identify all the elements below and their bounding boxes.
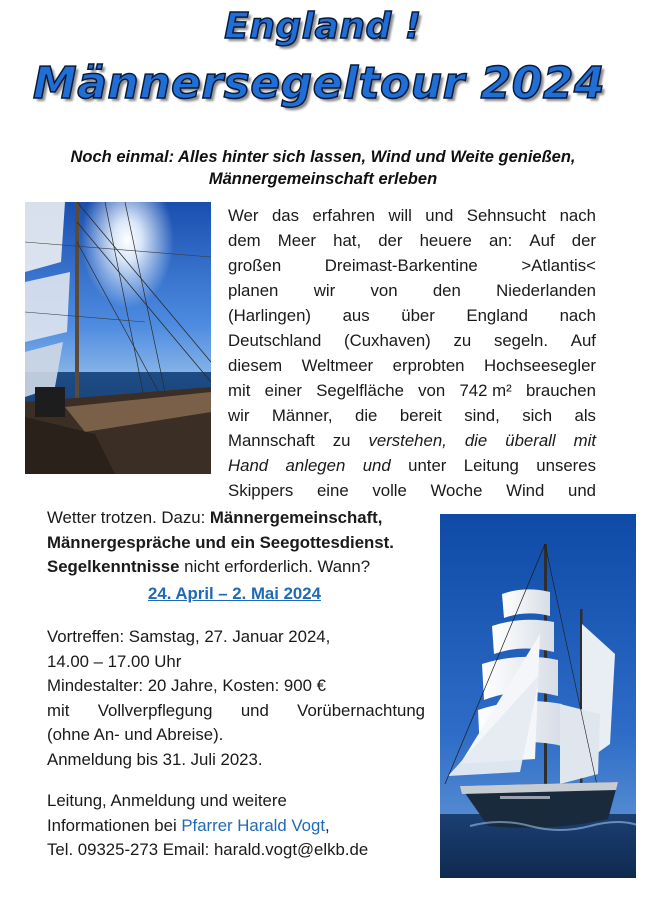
word: mit	[228, 381, 251, 400]
intro-line	[228, 403, 596, 428]
intro-line	[228, 378, 596, 403]
intro-line	[228, 478, 596, 503]
word: wir	[228, 406, 250, 425]
word: England	[466, 306, 528, 325]
contact-block	[47, 788, 427, 862]
travel-note: (ohne An- und Abreise).	[47, 725, 224, 745]
word: will	[388, 206, 412, 225]
word: nach	[559, 306, 596, 325]
word: Vorübernachtung	[297, 700, 425, 720]
italic-segment: Hand anlegen und	[228, 456, 391, 475]
word: Segelfläche	[316, 381, 404, 400]
word: großen	[228, 256, 282, 275]
registration-deadline: Anmeldung bis 31. Juli 2023.	[47, 749, 263, 769]
word: den	[432, 281, 461, 300]
body-line	[47, 505, 427, 530]
word: Niederlanden	[496, 281, 596, 300]
word: der	[378, 231, 403, 250]
text-segment: nicht erforderlich. Wann?	[179, 557, 371, 576]
word: wir	[313, 281, 336, 300]
word: über	[401, 306, 435, 325]
subtitle-line-1: Noch einmal: Alles hinter sich lassen, Wind und Weite genießen,	[70, 148, 576, 166]
tour-dates: 24. April – 2. Mai 2024	[148, 584, 321, 603]
word: einer	[264, 381, 302, 400]
word: Männer,	[271, 406, 333, 425]
title-maennersegeltour: Männersegeltour 2024	[32, 58, 606, 109]
word: Deutschland	[228, 331, 322, 350]
word: Weltmeer	[301, 356, 374, 375]
subtitle	[20, 146, 626, 190]
word: als	[574, 406, 596, 425]
pastor-name-link[interactable]: Pfarrer Harald Vogt	[181, 815, 325, 835]
word: erfahren	[312, 206, 376, 225]
text-segment: Wetter trotzen. Dazu:	[47, 508, 210, 527]
word: (Cuxhaven)	[344, 331, 431, 350]
intro-line	[228, 353, 596, 378]
word: erprobten	[392, 356, 465, 375]
word: planen	[228, 281, 279, 300]
word: die	[354, 406, 378, 425]
word: Auf	[570, 331, 596, 350]
word: Wind	[506, 481, 545, 500]
word: dem	[228, 231, 261, 250]
word: eine	[316, 481, 349, 500]
word: >Atlantis<	[521, 256, 596, 275]
age-and-cost: Mindestalter: 20 Jahre, Kosten: 900 €	[47, 676, 326, 696]
text-segment: ,	[324, 815, 330, 835]
word: und	[425, 206, 454, 225]
word: Dreimast-Barkentine	[324, 256, 478, 275]
word: an:	[488, 231, 513, 250]
word: diesem	[228, 356, 283, 375]
subtitle-line-2: Männergemeinschaft erleben	[208, 170, 438, 188]
text-segment: unter Leitung unseres	[390, 456, 596, 475]
intro-line	[228, 203, 596, 228]
word: Skippers	[228, 481, 294, 500]
meeting-date: Vortreffen: Samstag, 27. Januar 2024,	[47, 627, 331, 646]
word: Hochseesegler	[484, 356, 596, 375]
word: das	[271, 206, 300, 225]
word: Wer	[228, 206, 259, 225]
phone-email-line: Tel. 09325-273 Email: harald.vogt@elkb.de	[47, 840, 369, 860]
intro-line	[228, 303, 596, 328]
word: hat,	[333, 231, 362, 250]
word: sich	[522, 406, 553, 425]
bold-segment: Segelkenntnisse	[47, 557, 180, 576]
body-line: Männergespräche und ein Seegottesdienst.	[47, 532, 394, 552]
word: 742 m²	[459, 381, 512, 400]
italic-segment: verstehen, die überall mit	[368, 431, 596, 450]
word: Meer	[277, 231, 316, 250]
intro-line	[228, 228, 596, 253]
text-segment: Mannschaft zu	[228, 431, 369, 450]
word: sind,	[464, 406, 500, 425]
word: und	[240, 700, 269, 720]
word: zu	[453, 331, 472, 350]
title-england: England !	[224, 6, 422, 47]
contact-line: Leitung, Anmeldung und weitere	[47, 791, 287, 810]
word: aus	[342, 306, 370, 325]
word: von	[370, 281, 398, 300]
barkentine-photo	[440, 514, 636, 878]
intro-line	[228, 278, 596, 303]
body-paragraph	[47, 505, 427, 579]
word: heuere	[419, 231, 472, 250]
word: und	[568, 481, 596, 500]
word: volle	[372, 481, 407, 500]
intro-paragraph	[228, 203, 596, 503]
word: (Harlingen)	[228, 306, 312, 325]
intro-line	[228, 253, 596, 278]
word: segeln.	[493, 331, 549, 350]
word: bereit	[399, 406, 442, 425]
bold-segment: Männergemeinschaft,	[209, 508, 383, 527]
word: Vollverpflegung	[97, 700, 213, 720]
ship-deck-photo	[25, 202, 211, 474]
contact-line	[47, 813, 427, 838]
word: Woche	[430, 481, 483, 500]
word: mit	[47, 700, 70, 720]
intro-line	[228, 453, 596, 478]
body-line	[47, 554, 427, 579]
details-block	[47, 624, 425, 772]
word: Auf	[529, 231, 555, 250]
intro-line	[228, 428, 596, 453]
meeting-time: 14.00 – 17.00 Uhr	[47, 651, 182, 671]
word: Sehnsucht	[466, 206, 547, 225]
text-segment: Informationen bei	[47, 815, 182, 835]
word: von	[418, 381, 446, 400]
intro-line	[228, 328, 596, 353]
word: nach	[559, 206, 596, 225]
word: der	[571, 231, 596, 250]
word: brauchen	[525, 381, 596, 400]
board-info	[47, 698, 425, 723]
